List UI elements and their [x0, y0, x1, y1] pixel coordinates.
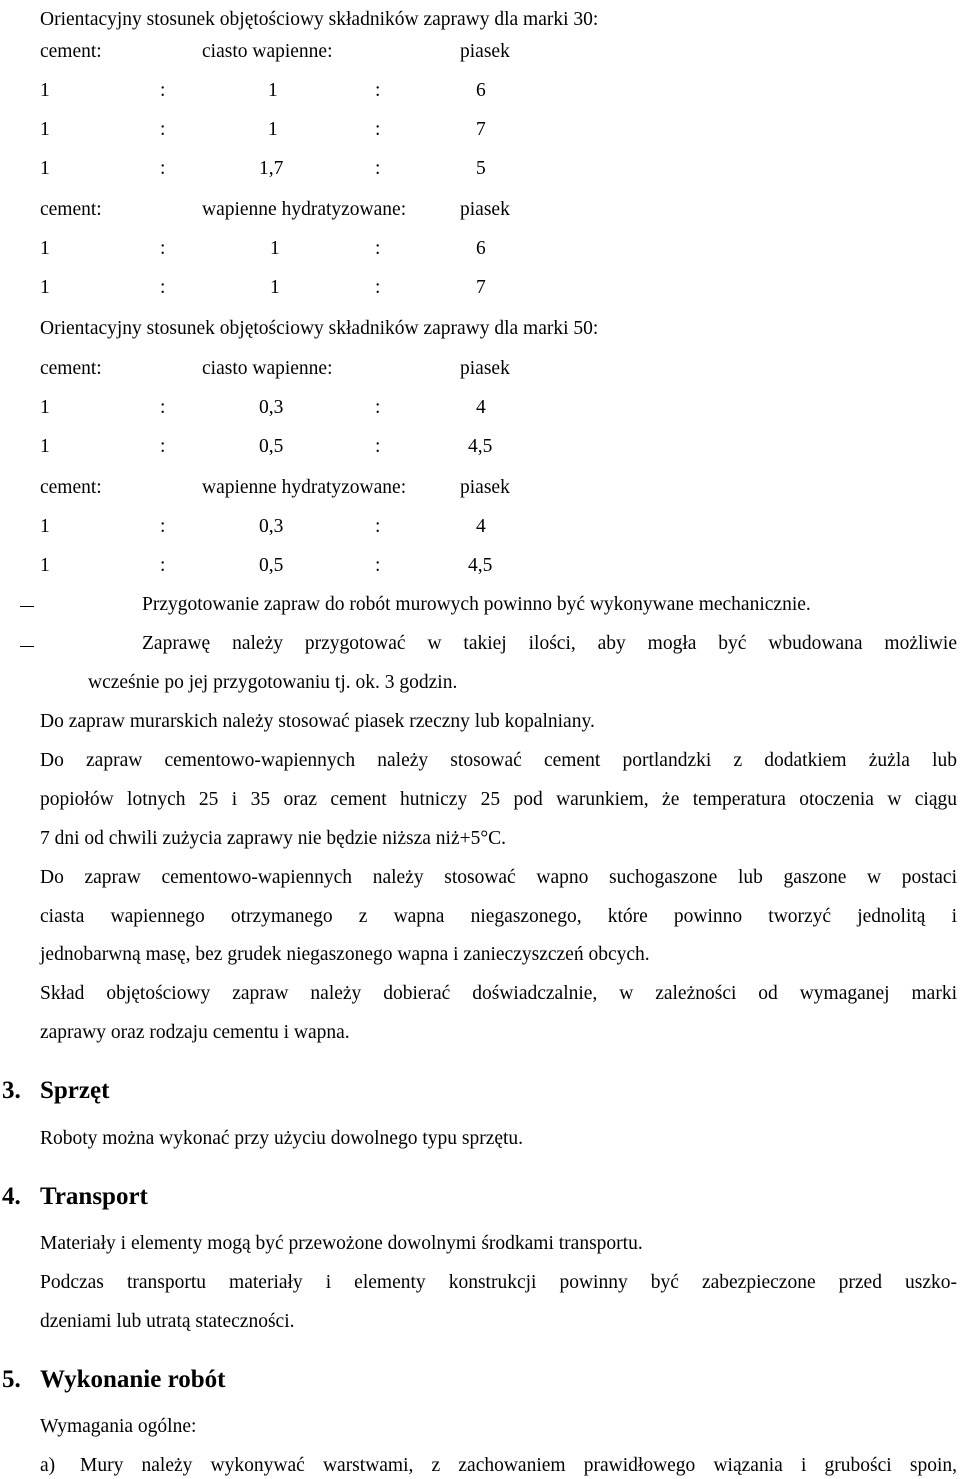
- para-composition-line2: zaprawy oraz rodzaju cementu i wapna.: [40, 1022, 350, 1043]
- section-3-title: Sprzęt: [40, 1077, 110, 1104]
- ratio-cell: 1: [270, 238, 280, 259]
- ratio-cell: 4,5: [468, 436, 493, 457]
- m50-header2-cement: cement:: [40, 477, 102, 498]
- ratio-colon: :: [160, 436, 166, 457]
- ratio-cell: 4,5: [468, 555, 493, 576]
- m50-header-lime: ciasto wapienne:: [202, 358, 333, 379]
- list-item-label: a): [40, 1455, 56, 1476]
- m30-header2-hydrated: wapienne hydratyzowane:: [202, 199, 407, 220]
- ratio-cell: 1: [40, 277, 50, 298]
- ratio-colon: :: [375, 80, 381, 101]
- ratio-cell: 1: [268, 80, 278, 101]
- m30-header-sand: piasek: [460, 41, 510, 62]
- m50-title: Orientacyjny stosunek objętościowy składników zaprawy dla marki 50:: [40, 318, 599, 339]
- ratio-colon: :: [375, 397, 381, 418]
- bullet-quantity-line1: Zaprawę należy przygotować w takiej ilości, aby mogła być wbudowana możliwie: [142, 633, 957, 654]
- m30-header-cement: cement:: [40, 41, 102, 62]
- ratio-colon: :: [160, 397, 166, 418]
- section-5-text1: Wymagania ogólne:: [40, 1416, 197, 1437]
- ratio-cell: 4: [476, 516, 486, 537]
- m30-header2-sand: piasek: [460, 199, 510, 220]
- section-3-number: 3.: [2, 1077, 21, 1104]
- para-cement-line2: popiołów lotnych 25 i 35 oraz cement hutniczy 25 pod warunkiem, że temperatura otoczenia w ciągu: [40, 789, 957, 810]
- bullet-quantity-line2: wcześnie po jej przygotowaniu tj. ok. 3 godzin.: [88, 672, 458, 693]
- ratio-cell: 1: [40, 516, 50, 537]
- bullet-mechanical-mixing: Przygotowanie zapraw do robót murowych powinno być wykonywane mechanicznie.: [142, 594, 811, 615]
- ratio-colon: :: [375, 555, 381, 576]
- ratio-cell: 0,5: [259, 436, 284, 457]
- para-lime-line3: jednobarwną masę, bez grudek niegaszonego wapna i zanieczyszczeń obcych.: [40, 944, 650, 965]
- ratio-colon: :: [160, 80, 166, 101]
- ratio-cell: 1: [268, 119, 278, 140]
- bullet-dash: [20, 646, 34, 647]
- section-4-title: Transport: [40, 1183, 148, 1210]
- ratio-cell: 1: [40, 158, 50, 179]
- para-cement-line3: 7 dni od chwili zużycia zaprawy nie będzie niższa niż+5°C.: [40, 828, 507, 849]
- m50-header-cement: cement:: [40, 358, 102, 379]
- ratio-cell: 7: [476, 277, 486, 298]
- list-item-text: Mury należy wykonywać warstwami, z zachowaniem prawidłowego wiązania i grubości spoin,: [80, 1455, 957, 1476]
- ratio-cell: 1: [40, 397, 50, 418]
- para-sand: Do zapraw murarskich należy stosować piasek rzeczny lub kopalniany.: [40, 711, 595, 732]
- ratio-cell: 7: [476, 119, 486, 140]
- m30-header-lime: ciasto wapienne:: [202, 41, 333, 62]
- ratio-cell: 1: [40, 119, 50, 140]
- ratio-cell: 0,5: [259, 555, 284, 576]
- ratio-cell: 6: [476, 80, 486, 101]
- section-5-title: Wykonanie robót: [40, 1366, 226, 1393]
- ratio-colon: :: [160, 238, 166, 259]
- bullet-dash: [20, 606, 34, 607]
- ratio-cell: 5: [476, 158, 486, 179]
- ratio-cell: 1: [40, 238, 50, 259]
- ratio-colon: :: [160, 277, 166, 298]
- m30-title: Orientacyjny stosunek objętościowy składników zaprawy dla marki 30:: [40, 9, 599, 30]
- section-4-text2-line1: Podczas transportu materiały i elementy konstrukcji powinny być zabezpieczone przed uszko-: [40, 1272, 957, 1293]
- m50-header2-sand: piasek: [460, 477, 510, 498]
- ratio-cell: 1: [270, 277, 280, 298]
- ratio-cell: 4: [476, 397, 486, 418]
- ratio-colon: :: [375, 238, 381, 259]
- m30-header2-cement: cement:: [40, 199, 102, 220]
- ratio-cell: 1: [40, 80, 50, 101]
- section-5-number: 5.: [2, 1366, 21, 1393]
- ratio-cell: 0,3: [259, 516, 284, 537]
- ratio-colon: :: [160, 516, 166, 537]
- ratio-colon: :: [375, 516, 381, 537]
- m50-header2-hydrated: wapienne hydratyzowane:: [202, 477, 407, 498]
- ratio-colon: :: [160, 119, 166, 140]
- ratio-cell: 1: [40, 555, 50, 576]
- ratio-cell: 0,3: [259, 397, 284, 418]
- section-4-text2-line2: dzeniami lub utratą stateczności.: [40, 1311, 295, 1332]
- section-4-text1: Materiały i elementy mogą być przewożone dowolnymi środkami transportu.: [40, 1233, 643, 1254]
- ratio-colon: :: [375, 158, 381, 179]
- ratio-cell: 1,7: [259, 158, 284, 179]
- para-cement-line1: Do zapraw cementowo-wapiennych należy stosować cement portlandzki z dodatkiem żużla lub: [40, 750, 957, 771]
- para-lime-line2: ciasta wapiennego otrzymanego z wapna niegaszonego, które powinno tworzyć jednolitą i: [40, 906, 957, 927]
- ratio-cell: 1: [40, 436, 50, 457]
- ratio-colon: :: [375, 436, 381, 457]
- ratio-colon: :: [160, 555, 166, 576]
- para-composition-line1: Skład objętościowy zapraw należy dobierać doświadczalnie, w zależności od wymaganej marki: [40, 983, 957, 1004]
- para-lime-line1: Do zapraw cementowo-wapiennych należy stosować wapno suchogaszone lub gaszone w postaci: [40, 867, 957, 888]
- section-3-text: Roboty można wykonać przy użyciu dowolnego typu sprzętu.: [40, 1128, 524, 1149]
- section-4-number: 4.: [2, 1183, 21, 1210]
- ratio-cell: 6: [476, 238, 486, 259]
- m50-header-sand: piasek: [460, 358, 510, 379]
- ratio-colon: :: [160, 158, 166, 179]
- ratio-colon: :: [375, 277, 381, 298]
- ratio-colon: :: [375, 119, 381, 140]
